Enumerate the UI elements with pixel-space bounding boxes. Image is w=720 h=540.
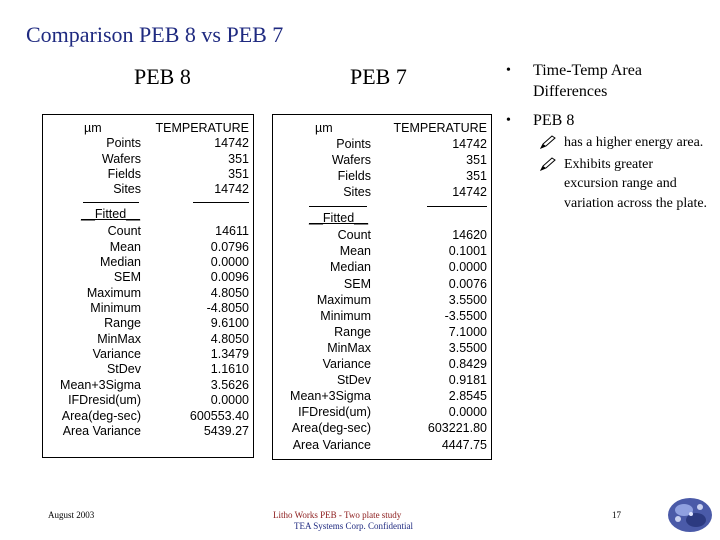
stats-label: SEM [113, 270, 141, 285]
stats-value: 0.0000 [448, 405, 487, 420]
footer-page-number: 17 [612, 510, 621, 520]
bullet-item [500, 110, 710, 131]
stats-label: Area(deg-sec) [61, 408, 141, 423]
fitted-stats-row [273, 405, 491, 420]
stats-value: 0.9181 [448, 373, 487, 388]
stats-value: 0.0796 [210, 239, 249, 254]
stats-value: -4.8050 [206, 301, 249, 316]
stats-header-row [43, 121, 253, 136]
stats-label: StDev [106, 362, 141, 377]
stats-label: Fields [337, 169, 371, 184]
stats-value: 9.6100 [210, 316, 249, 331]
stats-label: Count [337, 228, 371, 243]
fitted-stats-row [43, 409, 253, 424]
stats-value: 14742 [214, 182, 249, 197]
stats-label: Minimum [320, 308, 371, 323]
peb8-stats-panel [42, 114, 254, 458]
stats-value: 1.1610 [210, 362, 249, 377]
stats-label: IFDresid(um) [68, 393, 141, 408]
slide-title: Comparison PEB 8 vs PEB 7 [26, 22, 284, 47]
stats-value: 3.5626 [210, 377, 249, 392]
fitted-label: __Fitted__ [309, 211, 369, 226]
stats-value: 600553.40 [189, 408, 249, 423]
fitted-stats-row [273, 438, 491, 453]
stats-label: Median [100, 255, 141, 269]
footer-study-title: Litho Works PEB - Two plate study [273, 510, 402, 520]
temperature-header: TEMPERATURE [393, 121, 487, 135]
bullet-dot-icon: • [506, 63, 511, 78]
stats-row [43, 167, 253, 182]
stats-label: Points [106, 136, 141, 151]
stats-label: Range [104, 316, 141, 331]
sub-bullet-item [500, 155, 710, 214]
sub-bullet-text: Exhibits greater excursion range and variation across the plate. [564, 156, 708, 211]
stats-value: 4447.75 [441, 437, 487, 452]
fitted-stats-row [43, 332, 253, 347]
fitted-stats-row [43, 316, 253, 331]
stats-value: 5439.27 [203, 423, 249, 438]
separator-line-left [83, 202, 139, 203]
stats-label: Area Variance [62, 423, 141, 438]
stats-label: SEM [343, 276, 371, 291]
fitted-stats-row [273, 260, 491, 275]
bullet-list [500, 60, 710, 215]
stats-row [273, 153, 491, 168]
fitted-stats-row [43, 270, 253, 285]
stats-value: 0.0096 [210, 270, 249, 285]
separator-line-right [193, 202, 249, 203]
fitted-stats-row [43, 347, 253, 362]
fitted-stats-row [43, 224, 253, 239]
stats-value: 351 [228, 167, 249, 182]
stats-value: 1.3479 [210, 347, 249, 362]
stats-value: 351 [228, 151, 249, 166]
stats-label: Maximum [86, 285, 141, 300]
fitted-stats-row [273, 373, 491, 388]
company-logo-icon [666, 494, 714, 536]
fitted-stats-row [43, 393, 253, 408]
fitted-stats-row [43, 301, 253, 316]
stats-value: 7.1000 [448, 324, 487, 339]
fitted-stats-row [43, 255, 253, 270]
stats-label: Sites [113, 182, 141, 197]
stats-label: Mean+3Sigma [290, 389, 371, 404]
peb7-stats-panel [272, 114, 492, 460]
stats-label: Mean [339, 244, 371, 259]
stats-label: Wafers [331, 153, 371, 168]
stats-label: MinMax [327, 340, 371, 355]
stats-value: 3.5500 [448, 292, 487, 307]
stats-label: Mean+3Sigma [60, 377, 141, 392]
fitted-stats-row [273, 389, 491, 404]
stats-label: Median [330, 260, 371, 275]
stats-value: 0.1001 [448, 244, 487, 259]
stats-row [273, 169, 491, 184]
stats-label: Mean [109, 239, 141, 254]
stats-value: 351 [466, 169, 487, 184]
stats-value: 4.8050 [210, 331, 249, 346]
stats-value: -3.5500 [444, 308, 487, 323]
stats-value: 2.8545 [448, 389, 487, 404]
fitted-stats-row [273, 357, 491, 372]
stats-label: Variance [322, 357, 371, 372]
fitted-stats-row [273, 421, 491, 436]
stats-label: Fields [107, 167, 141, 182]
stats-label: MinMax [97, 331, 141, 346]
stats-value: 3.5500 [448, 340, 487, 355]
stats-label: Sites [343, 185, 371, 200]
stats-value: 14611 [215, 224, 249, 239]
fitted-stats-row [273, 244, 491, 259]
fitted-stats-row [43, 240, 253, 255]
temperature-header: TEMPERATURE [155, 121, 249, 135]
separator-line-right [427, 206, 487, 207]
stats-value: 351 [466, 153, 487, 168]
stats-value: 14742 [214, 136, 249, 151]
fitted-stats-row [43, 378, 253, 393]
stats-row [273, 185, 491, 200]
bullet-text: PEB 8 [533, 112, 575, 129]
stats-label: Area Variance [292, 437, 371, 452]
stats-label: Wafers [101, 151, 141, 166]
stats-value: 0.0000 [448, 260, 487, 275]
fitted-label: __Fitted__ [81, 206, 141, 221]
fitted-section-label-row [43, 207, 253, 222]
bullet-item [500, 60, 710, 102]
footer-confidential: TEA Systems Corp. Confidential [294, 521, 413, 531]
stats-label: StDev [336, 373, 371, 388]
stats-label: Area(deg-sec) [291, 421, 371, 436]
pen-icon [540, 135, 556, 149]
fitted-stats-row [43, 362, 253, 377]
stats-label: Minimum [90, 301, 141, 316]
unit-label: µm [315, 121, 333, 135]
separator-line-left [309, 206, 367, 207]
stats-value: 4.8050 [210, 285, 249, 300]
stats-header-row [273, 121, 491, 136]
stats-label: Points [336, 137, 371, 152]
fitted-stats-row [273, 277, 491, 292]
stats-value: 14742 [452, 137, 487, 152]
unit-label: µm [84, 121, 102, 135]
stats-value: 14620 [452, 228, 487, 243]
sub-bullet-item [500, 133, 710, 153]
fitted-stats-row [43, 286, 253, 301]
bullet-text: Time-Temp Area Differences [533, 62, 642, 100]
stats-label: Variance [92, 347, 141, 362]
stats-value: 0.0000 [210, 393, 249, 408]
fitted-stats-row [273, 228, 491, 243]
peb8-column-heading: PEB 8 [134, 64, 191, 89]
footer-date: August 2003 [48, 510, 95, 520]
fitted-stats-row [273, 309, 491, 324]
fitted-stats-row [273, 293, 491, 308]
pen-icon [540, 157, 556, 171]
stats-label: Maximum [316, 292, 371, 307]
stats-value: 603221.80 [427, 421, 487, 436]
fitted-section-label-row [273, 211, 491, 226]
fitted-stats-row [43, 424, 253, 439]
stats-value: 0.8429 [448, 357, 487, 372]
peb7-column-heading: PEB 7 [350, 64, 407, 89]
stats-row [273, 137, 491, 152]
fitted-stats-row [273, 341, 491, 356]
bullet-dot-icon: • [506, 113, 511, 128]
stats-value: 14742 [452, 185, 487, 200]
stats-label: Count [107, 224, 141, 239]
stats-label: IFDresid(um) [298, 405, 371, 420]
stats-row [43, 136, 253, 151]
stats-value: 0.0000 [210, 255, 249, 269]
fitted-stats-row [273, 325, 491, 340]
stats-row [43, 182, 253, 197]
stats-label: Range [334, 324, 371, 339]
sub-bullet-text: has a higher energy area. [564, 135, 704, 150]
stats-row [43, 152, 253, 167]
stats-value: 0.0076 [448, 276, 487, 291]
